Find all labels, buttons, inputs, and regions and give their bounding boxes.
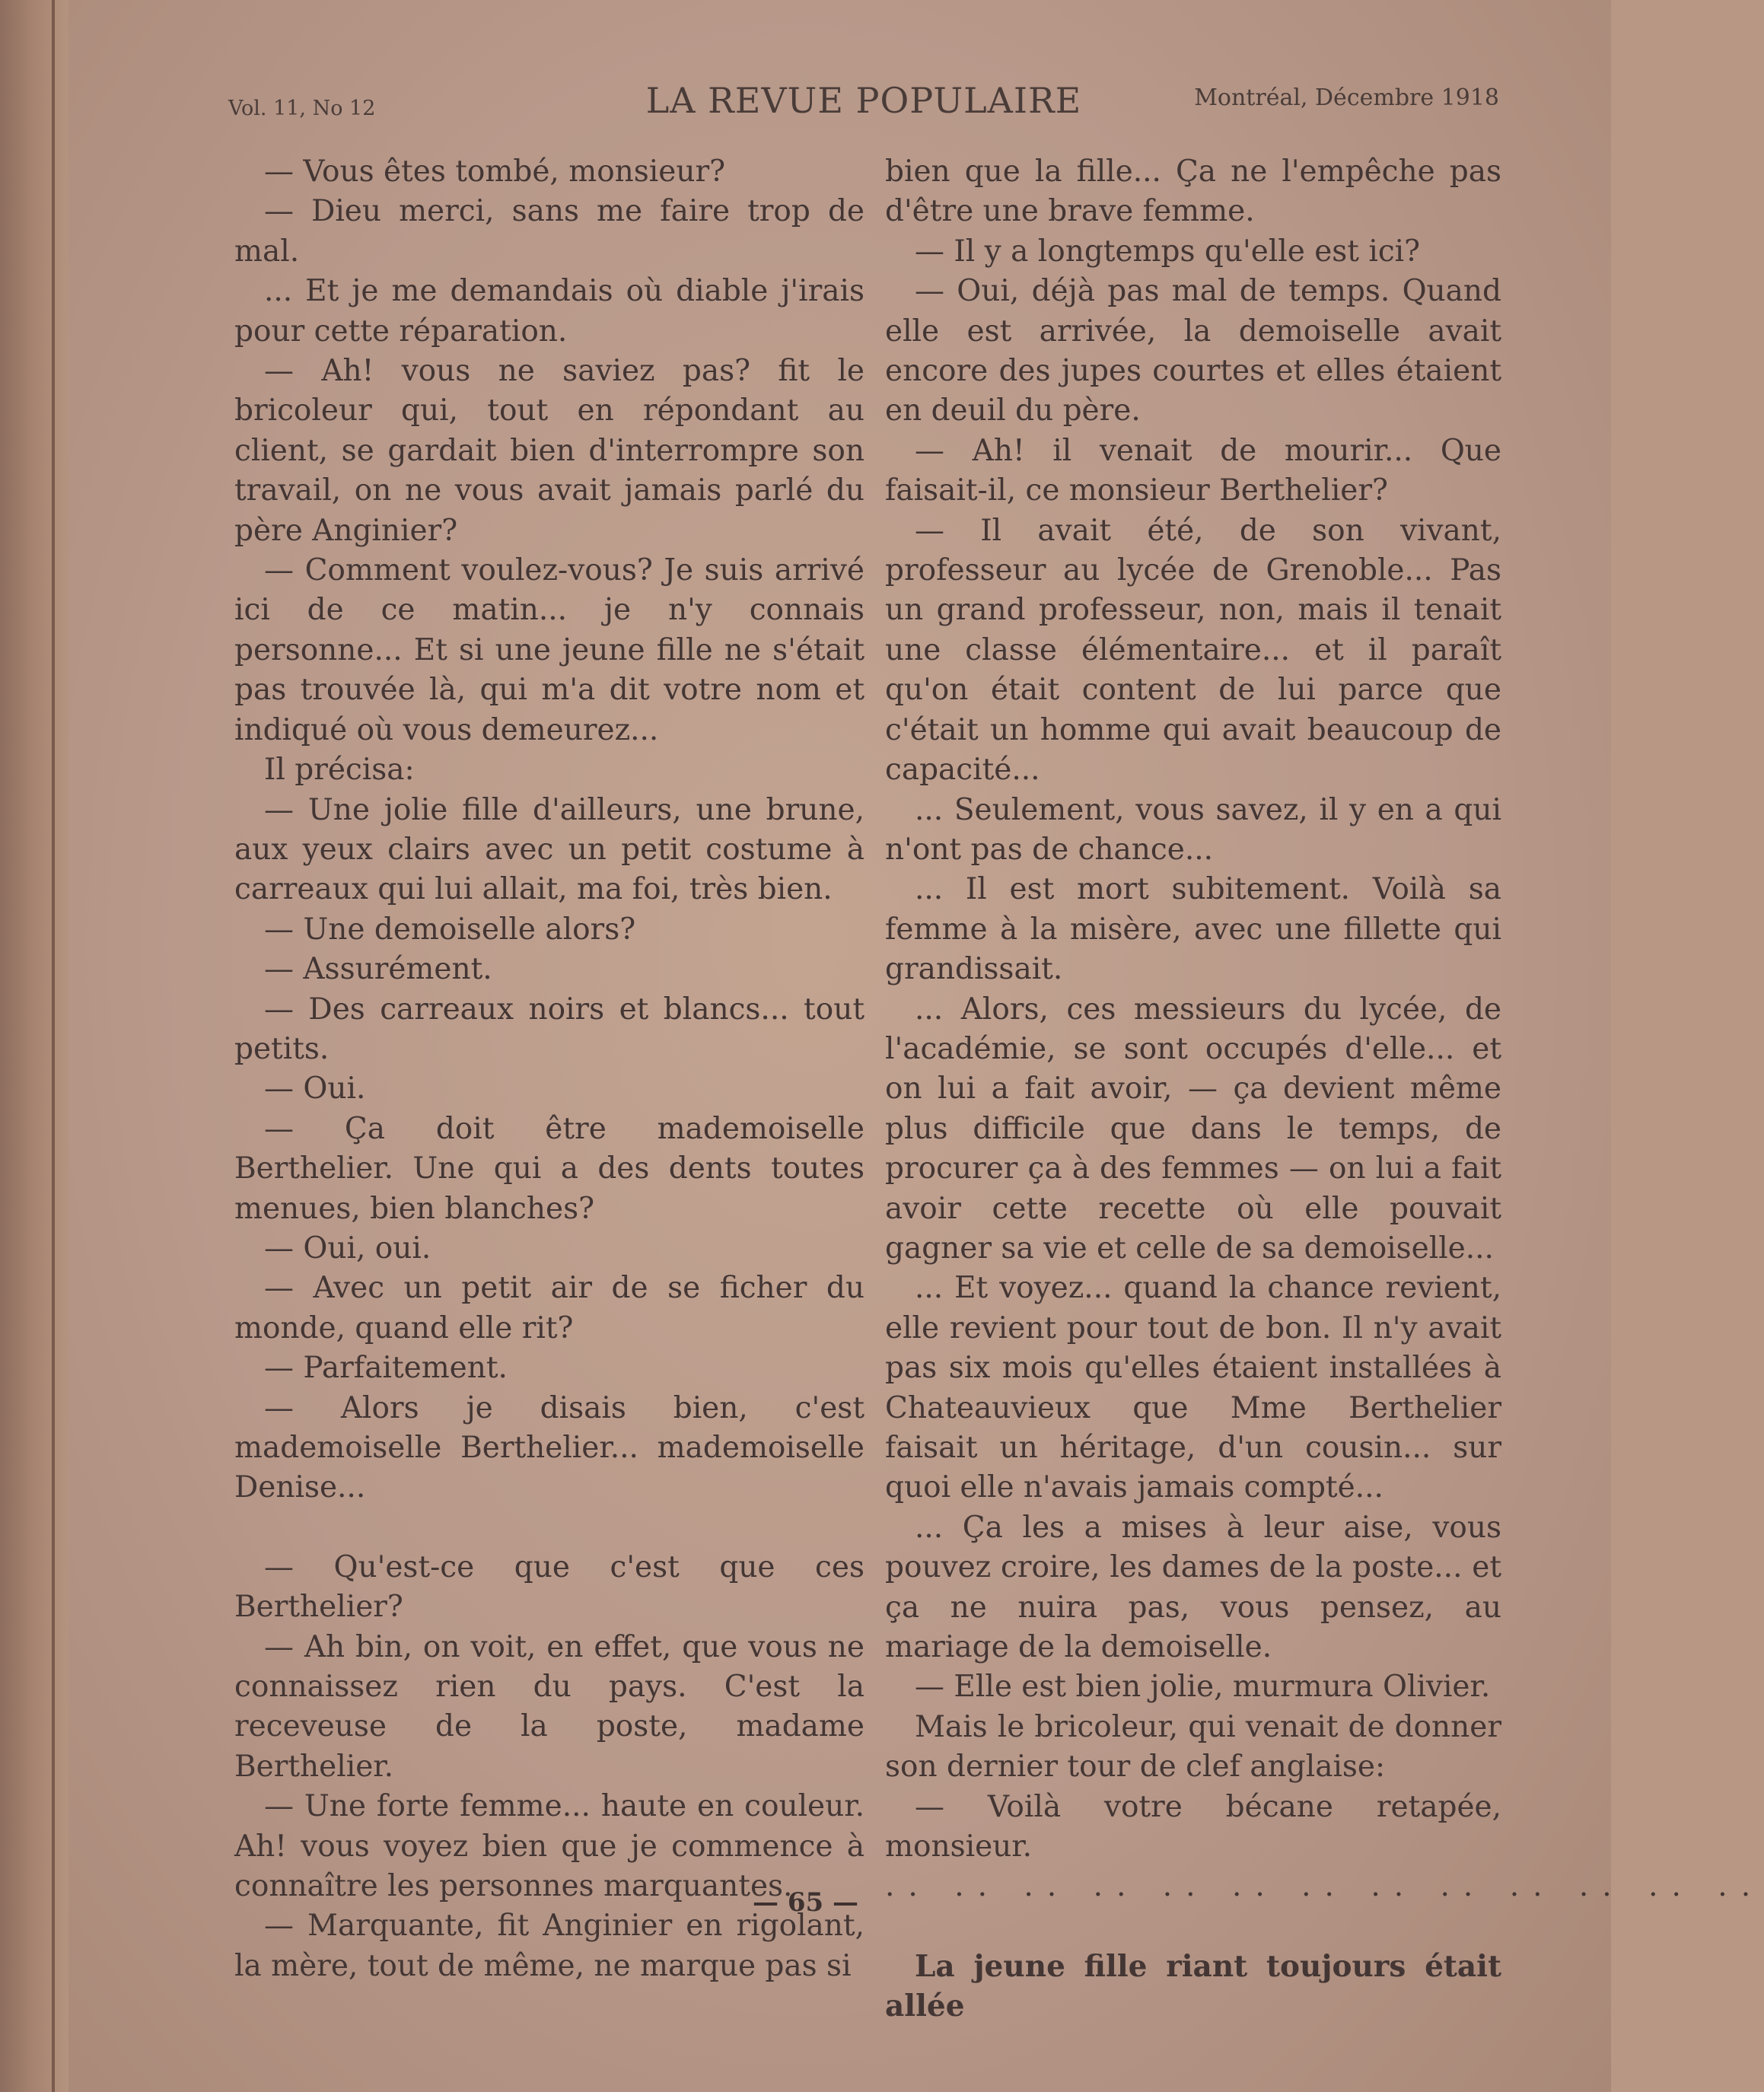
- paragraph: ... Et voyez... quand la chance revient, elle revient pour tout de bon. Il n'y avait pas six mois qu'elles étaient installées à Chateauvieux que Mme Berthelier faisait un héritage, d'un cousin... sur quoi elle n'avais jamais compté...: [885, 1271, 1501, 1505]
- paragraph: — Il y a longtemps qu'elle est ici?: [915, 234, 1421, 269]
- paragraph: — Oui.: [264, 1071, 366, 1106]
- paragraph: — Marquante, fit Anginier en rigolant, la mère, tout de même, ne marque pas si: [234, 1909, 864, 1983]
- paragraph: La jeune fille riant toujours était allée: [885, 1948, 1501, 2024]
- paragraph: — Une demoiselle alors?: [264, 912, 636, 947]
- paragraph: ... Il est mort subitement. Voilà sa femme à la misère, avec une fillette qui grandissait.: [885, 872, 1501, 987]
- ellipsis-separator: .. .. .. .. .. .. .. .. .. .. .. .. ..: [885, 1869, 1764, 1904]
- paragraph: — Ah bin, on voit, en effet, que vous ne connaissez rien du pays. C'est la receveuse de la poste, madame Berthelier.: [234, 1629, 864, 1784]
- page-number: — 65 —: [753, 1887, 858, 1918]
- paragraph: ... Alors, ces messieurs du lycée, de l'académie, se sont occupés d'elle... et on lui a fait avoir, — ça devient même plus difficile que dans le temps, de procurer ça à des femmes — on lui a fait avoir cette recette où elle pouvait gagner sa vie et celle de sa demoiselle...: [885, 992, 1501, 1266]
- paragraph: ... Seulement, vous savez, il y en a qui n'ont pas de chance...: [885, 792, 1501, 867]
- binding-edge: [52, 0, 55, 2092]
- paragraph: — Une forte femme... haute en couleur. Ah! vous voyez bien que je commence à connaître les personnes marquantes.: [234, 1789, 864, 1904]
- left-column: [234, 152, 864, 1986]
- issue-date: Montréal, Décembre 1918: [1194, 84, 1499, 111]
- paragraph: — Il avait été, de son vivant, professeur au lycée de Grenoble... Pas un grand professeur, non, mais il tenait une classe élémentaire... et il paraît qu'on était content de lui parce que c'était un homme qui avait beaucoup de capacité...: [885, 513, 1501, 788]
- paragraph: — Des carreaux noirs et blancs... tout petits.: [234, 992, 864, 1066]
- paragraph: — Qu'est-ce que c'est que ces Berthelier?: [234, 1549, 864, 1625]
- paragraph: ... Ça les a mises à leur aise, vous pouvez croire, les dames de la poste... et ça ne nuira pas, vous pensez, au mariage de la demoiselle.: [885, 1510, 1501, 1665]
- paragraph: — Elle est bien jolie, murmura Olivier.: [915, 1670, 1491, 1705]
- paragraph: — Ah! il venait de mourir... Que faisait-il, ce monsieur Berthelier?: [885, 433, 1501, 508]
- paragraph: Mais le bricoleur, qui venait de donner son dernier tour de clef anglaise:: [885, 1709, 1501, 1785]
- paragraph: — Avec un petit air de se ficher du monde, quand elle rit?: [234, 1271, 864, 1345]
- running-header: [228, 72, 1499, 126]
- paragraph: — Oui, oui.: [264, 1231, 431, 1266]
- paragraph: — Dieu merci, sans me faire trop de mal.: [234, 194, 864, 269]
- paragraph: — Comment voulez-vous? Je suis arrivé ici de ce matin... je n'y connais personne... Et si une jeune fille ne s'était pas trouvée là, qui m'a dit votre nom et indiqué où vous demeurez...: [234, 553, 864, 747]
- paragraph: bien que la fille... Ça ne l'empêche pas d'être une brave femme.: [885, 154, 1501, 229]
- paragraph: — Parfaitement.: [264, 1351, 508, 1386]
- paragraph: — Vous êtes tombé, monsieur?: [264, 154, 726, 189]
- paragraph: — Alors je disais bien, c'est mademoiselle Berthelier... mademoiselle Denise...: [234, 1390, 864, 1505]
- volume-number: Vol. 11, No 12: [228, 97, 376, 120]
- binding-gutter: [0, 0, 68, 2092]
- paragraph: — Oui, déjà pas mal de temps. Quand elle est arrivée, la demoiselle avait encore des jupes courtes et elles étaient en deuil du père.: [885, 274, 1501, 428]
- paragraph: ... Et je me demandais où diable j'irais pour cette réparation.: [234, 274, 864, 349]
- publication-title: LA REVUE POPULAIRE: [645, 80, 1082, 121]
- right-column: [885, 152, 1764, 2027]
- paragraph: — Ah! vous ne saviez pas? fit le bricoleur qui, tout en répondant au client, se gardait bien d'interrompre son travail, on ne vous avait jamais parlé du père Anginier?: [234, 354, 864, 548]
- paragraph: — Assurément.: [264, 952, 492, 987]
- paragraph: — Ça doit être mademoiselle Berthelier. Une qui a des dents toutes menues, bien blanches?: [234, 1111, 864, 1226]
- paragraph: Il précisa:: [264, 753, 415, 788]
- paragraph: — Une jolie fille d'ailleurs, une brune, aux yeux clairs avec un petit costume à carreaux qui lui allait, ma foi, très bien.: [234, 792, 864, 907]
- paragraph: — Voilà votre bécane retapée, monsieur.: [885, 1789, 1501, 1864]
